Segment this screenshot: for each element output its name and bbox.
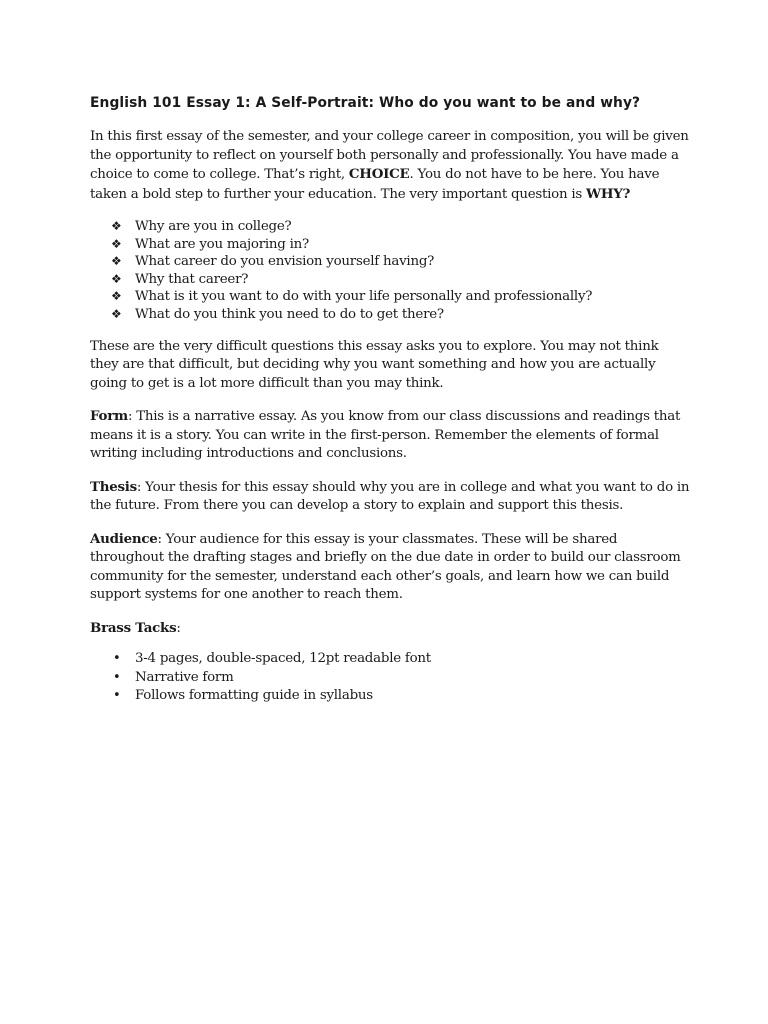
diamond-bullet-icon: ❖ bbox=[111, 289, 122, 304]
form-text: : This is a narrative essay. As you know from our class discussions and readings that means it is a story. You can write in the first-person. Remember the elements of formal writing including introductions and conclusions. bbox=[90, 409, 681, 462]
bullet-dot-icon: • bbox=[113, 688, 121, 704]
diamond-bullet-icon: ❖ bbox=[111, 219, 122, 233]
thesis-text: : Your thesis for this essay should why you are in college and what you want to do in the future. From there you can develop a story to explain and support this thesis. bbox=[90, 479, 690, 514]
bullet-dot-icon: • bbox=[113, 651, 121, 667]
question-text: What career do you envision yourself having? bbox=[135, 254, 435, 270]
intro-paragraph bbox=[90, 128, 690, 204]
document-title: English 101 Essay 1: A Self-Portrait: Who do you want to be and why? bbox=[90, 95, 641, 111]
question-item bbox=[90, 271, 690, 289]
requirement-item bbox=[90, 687, 690, 706]
choice-emphasis: CHOICE bbox=[348, 166, 410, 182]
question-list bbox=[90, 218, 690, 324]
bullet-dot-icon: • bbox=[113, 669, 121, 685]
difficult-questions-paragraph: These are the very difficult questions this essay asks you to explore. You may not think they are that difficult, but deciding why you want something and how you are actually going to get is a lot more difficult than you may think. bbox=[90, 338, 659, 391]
question-text: What are you majoring in? bbox=[135, 236, 309, 252]
why-emphasis: WHY? bbox=[586, 185, 631, 202]
audience-label: Audience bbox=[90, 530, 158, 547]
thesis-label: Thesis bbox=[90, 478, 137, 495]
question-text: What do you think you need to do to get there? bbox=[135, 306, 444, 322]
question-text: What is it you want to do with your life personally and professionally? bbox=[135, 289, 593, 305]
requirement-text: 3-4 pages, double-spaced, 12pt readable font bbox=[135, 651, 431, 667]
requirement-item bbox=[90, 669, 690, 688]
question-item bbox=[90, 253, 690, 271]
question-text: Why that career? bbox=[135, 271, 249, 287]
diamond-bullet-icon: ❖ bbox=[111, 236, 122, 251]
form-label: Form bbox=[90, 408, 128, 425]
requirement-text: Narrative form bbox=[135, 669, 234, 685]
diamond-bullet-icon: ❖ bbox=[111, 271, 122, 286]
brass-tacks-colon: : bbox=[176, 620, 181, 636]
document-page bbox=[90, 94, 690, 720]
question-item bbox=[90, 218, 690, 236]
question-item bbox=[90, 306, 690, 324]
form-paragraph bbox=[90, 407, 690, 464]
intro-text-2: . You do not have to be here. You have taken a bold step to further your education. The very important question is bbox=[90, 167, 660, 202]
question-item bbox=[90, 288, 690, 306]
brass-tacks-label: Brass Tacks bbox=[90, 619, 177, 636]
question-text: Why are you in college? bbox=[135, 219, 292, 234]
diamond-bullet-icon: ❖ bbox=[111, 306, 122, 321]
audience-paragraph bbox=[90, 530, 690, 605]
intro-text-1: In this first essay of the semester, and your college career in composition, you will be given the opportunity to reflect on yourself both personally and professionally. You have made a choice to come to college. That’s right, bbox=[90, 129, 689, 182]
thesis-paragraph bbox=[90, 478, 690, 516]
diamond-bullet-icon: ❖ bbox=[111, 254, 122, 269]
requirements-list bbox=[90, 650, 690, 706]
requirement-text: Follows formatting guide in syllabus bbox=[135, 688, 373, 704]
question-item bbox=[90, 236, 690, 254]
audience-text: : Your audience for this essay is your classmates. These will be shared throughout the drafting stages and briefly on the due date in order to build our classroom community for the semester, understand each other’s goals, and learn how we can build support systems for one another to reach them. bbox=[90, 531, 681, 603]
requirement-item bbox=[90, 650, 690, 669]
brass-tacks-heading bbox=[90, 619, 690, 639]
